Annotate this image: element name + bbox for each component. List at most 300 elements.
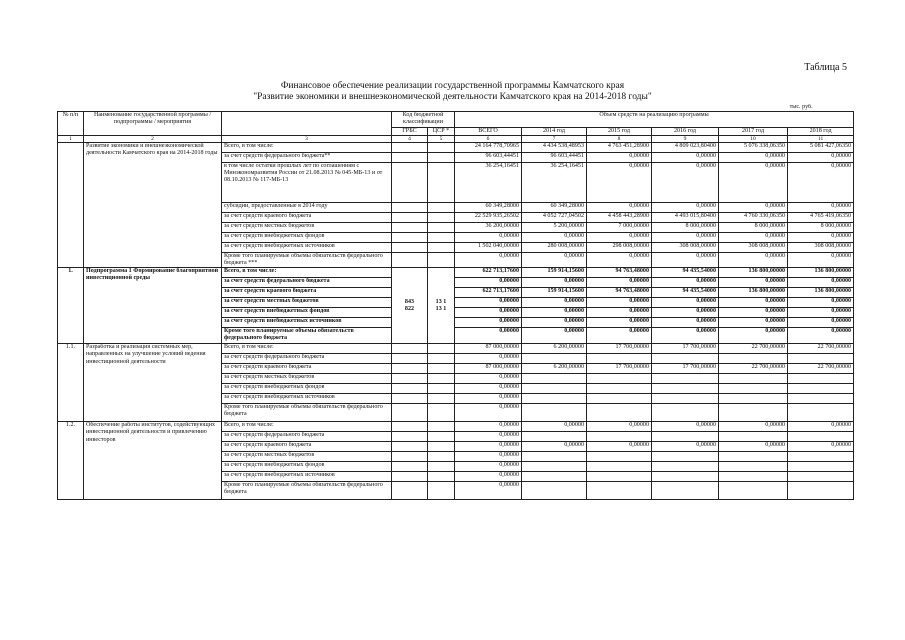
amount-cell <box>587 384 652 394</box>
amount-cell: 0,00000 <box>788 328 854 344</box>
amount-cell: 0,00000 <box>522 308 587 318</box>
amount-cell <box>788 354 854 364</box>
funding-source: за счет средств краевого бюджета <box>222 212 392 222</box>
amount-cell: 0,00000 <box>719 328 788 344</box>
amount-cell: 0,00000 <box>719 278 788 288</box>
amount-cell: 159 914,15600 <box>522 268 587 278</box>
amount-cell <box>652 462 719 472</box>
grbs-code <box>392 462 428 472</box>
grbs-code <box>392 252 428 267</box>
amount-cell: 0,00000 <box>587 252 652 267</box>
amount-cell: 36 254,16451 <box>455 162 522 202</box>
amount-cell <box>587 354 652 364</box>
amount-cell: 7 000,00000 <box>587 222 652 232</box>
funding-source: за счет средств внебюджетных источников <box>222 242 392 252</box>
amount-cell <box>522 374 587 384</box>
amount-cell: 622 713,17600 <box>455 268 522 278</box>
amount-cell: 0,00000 <box>455 404 522 422</box>
amount-cell: 0,00000 <box>652 308 719 318</box>
funding-source: за счет средств федерального бюджета** <box>222 152 392 162</box>
funding-source: за счет средств федерального бюджета <box>222 432 392 442</box>
amount-cell: 87 000,00000 <box>455 344 522 354</box>
amount-cell: 6 200,00000 <box>522 344 587 354</box>
amount-cell: 0,00000 <box>719 152 788 162</box>
funding-source: за счет средств краевого бюджета <box>222 364 392 374</box>
csr-code <box>428 472 455 482</box>
unit-label: тыс. руб. <box>789 104 813 110</box>
amount-cell <box>522 354 587 364</box>
header-grbs: ГРБС <box>392 127 428 135</box>
amount-cell: 4 809 023,80400 <box>652 142 719 152</box>
amount-cell: 0,00000 <box>587 308 652 318</box>
amount-cell: 22 700,00000 <box>719 364 788 374</box>
csr-code <box>428 152 455 162</box>
amount-cell: 1 502 040,00000 <box>455 242 522 252</box>
amount-cell: 4 765 419,06350 <box>788 212 854 222</box>
funding-source: за счет средств краевого бюджета <box>222 442 392 452</box>
amount-cell: 0,00000 <box>455 252 522 267</box>
amount-cell: 8 000,00000 <box>788 222 854 232</box>
amount-cell: 36 200,00000 <box>455 222 522 232</box>
amount-cell: 17 700,00000 <box>652 364 719 374</box>
amount-cell <box>788 404 854 422</box>
amount-cell: 96 603,44451 <box>455 152 522 162</box>
csr-code <box>428 404 455 422</box>
grbs-code <box>392 482 428 500</box>
amount-cell <box>522 452 587 462</box>
amount-cell <box>652 452 719 462</box>
grbs-code <box>392 242 428 252</box>
row-number: 1.2. <box>58 422 84 500</box>
amount-cell <box>719 462 788 472</box>
amount-cell: 0,00000 <box>788 308 854 318</box>
column-index: 7 <box>522 135 587 142</box>
csr-code <box>428 482 455 500</box>
amount-cell <box>587 374 652 384</box>
amount-cell: 0,00000 <box>455 328 522 344</box>
table-label: Таблица 5 <box>804 62 847 73</box>
amount-cell: 622 713,17600 <box>455 288 522 298</box>
amount-cell: 159 914,15600 <box>522 288 587 298</box>
amount-cell: 0,00000 <box>522 318 587 328</box>
amount-cell <box>587 432 652 442</box>
table-row <box>58 268 854 278</box>
grbs-code <box>392 374 428 384</box>
amount-cell: 0,00000 <box>652 328 719 344</box>
row-number: 1.1. <box>58 344 84 422</box>
amount-cell <box>719 482 788 500</box>
amount-cell <box>788 374 854 384</box>
csr-code <box>428 384 455 394</box>
funding-source: за счет средств федерального бюджета <box>222 354 392 364</box>
amount-cell: 0,00000 <box>455 422 522 432</box>
amount-cell: 298 008,00000 <box>587 242 652 252</box>
column-index-row <box>58 135 854 142</box>
grbs-code <box>392 384 428 394</box>
amount-cell: 0,00000 <box>652 162 719 202</box>
grbs-code <box>392 472 428 482</box>
amount-cell: 0,00000 <box>652 232 719 242</box>
amount-cell: 0,00000 <box>652 318 719 328</box>
row-name: Разработка и реализация системных мер, направленных на улучшение условий ведения инвестиционной деятельности <box>84 344 222 422</box>
amount-cell: 8 000,00000 <box>719 222 788 232</box>
amount-cell: 0,00000 <box>522 422 587 432</box>
amount-cell: 0,00000 <box>788 318 854 328</box>
funding-source: за счет средств краевого бюджета <box>222 288 392 298</box>
amount-cell: 0,00000 <box>455 354 522 364</box>
header-2017: 2017 год <box>719 127 788 135</box>
column-index: 6 <box>455 135 522 142</box>
amount-cell: 0,00000 <box>719 308 788 318</box>
amount-cell <box>719 384 788 394</box>
csr-code <box>428 442 455 452</box>
row-number <box>58 142 84 267</box>
funding-source: за счет средств местных бюджетов <box>222 222 392 232</box>
amount-cell: 0,00000 <box>788 442 854 452</box>
amount-cell: 0,00000 <box>455 374 522 384</box>
column-index: 1 <box>58 135 84 142</box>
amount-cell: 22 700,00000 <box>788 344 854 354</box>
amount-cell: 4 052 727,04502 <box>522 212 587 222</box>
amount-cell: 280 008,00000 <box>522 242 587 252</box>
funding-source: субсидии, предоставленные в 2014 году <box>222 202 392 212</box>
grbs-code <box>392 222 428 232</box>
amount-cell <box>522 432 587 442</box>
row-name: Обеспечение работы институтов, содействующих инвестиционной деятельности и привлечению инвесторов <box>84 422 222 500</box>
amount-cell: 0,00000 <box>455 318 522 328</box>
amount-cell <box>522 394 587 404</box>
amount-cell: 0,00000 <box>587 202 652 212</box>
amount-cell <box>652 384 719 394</box>
amount-cell: 0,00000 <box>587 232 652 242</box>
amount-cell: 0,00000 <box>455 432 522 442</box>
grbs-code <box>392 212 428 222</box>
amount-cell: 0,00000 <box>788 298 854 308</box>
amount-cell <box>522 472 587 482</box>
funding-source: за счет средств внебюджетных фондов <box>222 232 392 242</box>
amount-cell: 0,00000 <box>719 252 788 267</box>
amount-cell: 0,00000 <box>587 422 652 432</box>
table-row <box>58 142 854 152</box>
amount-cell: 4 493 015,80400 <box>652 212 719 222</box>
grbs-code <box>392 364 428 374</box>
grbs-code <box>392 394 428 404</box>
grbs-code <box>392 354 428 364</box>
grbs-code <box>392 232 428 242</box>
amount-cell: 0,00000 <box>522 298 587 308</box>
amount-cell: 5 081 427,06350 <box>788 142 854 152</box>
grbs-code <box>392 422 428 432</box>
amount-cell: 0,00000 <box>455 452 522 462</box>
row-name: Подпрограмма 1 Формирование благоприятной инвестиционной среды <box>84 268 222 344</box>
funding-source: за счет средств местных бюджетов <box>222 298 392 308</box>
amount-cell: 0,00000 <box>719 232 788 242</box>
amount-cell: 0,00000 <box>522 252 587 267</box>
csr-code <box>428 268 455 344</box>
amount-cell: 6 200,00000 <box>522 364 587 374</box>
amount-cell: 136 800,00000 <box>788 288 854 298</box>
amount-cell: 0,00000 <box>788 202 854 212</box>
csr-code <box>428 212 455 222</box>
grbs-code <box>392 344 428 354</box>
csr-value: 13 1 <box>435 305 447 312</box>
amount-cell: 0,00000 <box>455 394 522 404</box>
header-total: ВСЕГО <box>455 127 522 135</box>
header-2016: 2016 год <box>652 127 719 135</box>
amount-cell: 8 000,00000 <box>652 222 719 232</box>
amount-cell: 308 008,00000 <box>788 242 854 252</box>
funding-source: Кроме того планируемые объемы обязательств федерального бюджета <box>222 404 392 422</box>
funding-source: Кроме того планируемые объемы обязательств федерального бюджета <box>222 328 392 344</box>
amount-cell <box>788 384 854 394</box>
funding-source: Всего, в том числе: <box>222 268 392 278</box>
header-volume: Объем средств на реализацию программы <box>455 112 854 127</box>
amount-cell <box>587 394 652 404</box>
amount-cell <box>587 452 652 462</box>
funding-source: в том числе остатки прошлых лет по соглашениям с Минэкономразвития России от 21.08.2013 № 045-МБ-13 и от 08.10.2013 № 117-МБ-13 <box>222 162 392 202</box>
column-index: 9 <box>652 135 719 142</box>
amount-cell <box>587 462 652 472</box>
amount-cell: 0,00000 <box>455 472 522 482</box>
amount-cell: 0,00000 <box>587 298 652 308</box>
funding-source: за счет средств местных бюджетов <box>222 452 392 462</box>
grbs-code <box>392 202 428 212</box>
funding-source: за счет средств федерального бюджета <box>222 278 392 288</box>
csr-code <box>428 202 455 212</box>
grbs-value: 843 <box>404 298 415 305</box>
amount-cell <box>652 394 719 404</box>
amount-cell: 0,00000 <box>719 202 788 212</box>
amount-cell: 0,00000 <box>719 422 788 432</box>
amount-cell: 0,00000 <box>522 232 587 242</box>
amount-cell: 4 458 443,28900 <box>587 212 652 222</box>
header-2014: 2014 год <box>522 127 587 135</box>
column-index: 4 <box>392 135 428 142</box>
amount-cell <box>587 472 652 482</box>
amount-cell: 0,00000 <box>788 152 854 162</box>
amount-cell <box>788 432 854 442</box>
grbs-code <box>392 268 428 344</box>
amount-cell <box>719 374 788 384</box>
amount-cell: 5 076 338,06350 <box>719 142 788 152</box>
amount-cell <box>719 394 788 404</box>
amount-cell <box>522 404 587 422</box>
amount-cell: 0,00000 <box>719 442 788 452</box>
amount-cell: 17 700,00000 <box>652 344 719 354</box>
amount-cell: 0,00000 <box>455 482 522 500</box>
csr-code <box>428 432 455 442</box>
amount-cell <box>652 404 719 422</box>
amount-cell: 0,00000 <box>455 232 522 242</box>
amount-cell: 0,00000 <box>587 162 652 202</box>
funding-source: за счет средств внебюджетных фондов <box>222 308 392 318</box>
amount-cell: 0,00000 <box>719 162 788 202</box>
amount-cell <box>522 482 587 500</box>
amount-cell <box>652 374 719 384</box>
column-index: 10 <box>719 135 788 142</box>
amount-cell: 0,00000 <box>455 442 522 452</box>
grbs-value: 822 <box>404 305 415 312</box>
amount-cell: 94 435,54000 <box>652 268 719 278</box>
funding-source: за счет средств внебюджетных источников <box>222 472 392 482</box>
amount-cell: 0,00000 <box>522 278 587 288</box>
amount-cell: 0,00000 <box>788 252 854 267</box>
amount-cell: 4 434 538,48953 <box>522 142 587 152</box>
csr-code <box>428 452 455 462</box>
amount-cell <box>587 482 652 500</box>
amount-cell: 94 763,48000 <box>587 288 652 298</box>
funding-source: Всего, в том числе: <box>222 142 392 152</box>
csr-code <box>428 394 455 404</box>
amount-cell: 0,00000 <box>455 308 522 318</box>
column-index: 8 <box>587 135 652 142</box>
amount-cell: 0,00000 <box>587 278 652 288</box>
csr-value: 13 1 <box>435 298 447 305</box>
grbs-code <box>392 432 428 442</box>
amount-cell: 17 700,00000 <box>587 364 652 374</box>
amount-cell: 0,00000 <box>455 278 522 288</box>
amount-cell <box>719 472 788 482</box>
funding-source: Кроме того планируемые объемы обязательств федерального бюджета *** <box>222 252 392 267</box>
csr-code <box>428 242 455 252</box>
amount-cell: 0,00000 <box>455 384 522 394</box>
csr-code <box>428 252 455 267</box>
grbs-code <box>392 162 428 202</box>
csr-code <box>428 142 455 152</box>
grbs-code <box>392 142 428 152</box>
funding-source: за счет средств местных бюджетов <box>222 374 392 384</box>
amount-cell <box>788 394 854 404</box>
header-2015: 2015 год <box>587 127 652 135</box>
amount-cell <box>522 462 587 472</box>
table-row <box>58 344 854 354</box>
amount-cell: 94 763,48000 <box>587 268 652 278</box>
amount-cell <box>652 482 719 500</box>
csr-code <box>428 422 455 432</box>
row-number: 1. <box>58 268 84 344</box>
amount-cell: 0,00000 <box>788 232 854 242</box>
amount-cell: 0,00000 <box>652 442 719 452</box>
table-row <box>58 422 854 432</box>
amount-cell: 0,00000 <box>522 442 587 452</box>
amount-cell: 0,00000 <box>719 318 788 328</box>
amount-cell: 0,00000 <box>719 298 788 308</box>
header-2018: 2018 год <box>788 127 854 135</box>
amount-cell: 0,00000 <box>587 328 652 344</box>
header-code: Код бюджетной классификации <box>392 112 455 127</box>
grbs-code <box>392 442 428 452</box>
amount-cell: 17 700,00000 <box>587 344 652 354</box>
amount-cell: 60 349,28000 <box>455 202 522 212</box>
funding-source: Всего, в том числе: <box>222 344 392 354</box>
amount-cell: 4 763 451,28900 <box>587 142 652 152</box>
amount-cell: 136 800,00000 <box>788 268 854 278</box>
header-name: Наименование государственной программы / подпрограммы / мероприятия <box>84 112 222 136</box>
csr-code <box>428 364 455 374</box>
header-num: № п/п <box>58 112 84 136</box>
header-csr: ЦСР * <box>428 127 455 135</box>
amount-cell: 0,00000 <box>455 298 522 308</box>
column-index: 11 <box>788 135 854 142</box>
csr-code <box>428 232 455 242</box>
csr-code <box>428 374 455 384</box>
amount-cell <box>522 384 587 394</box>
amount-cell <box>719 432 788 442</box>
csr-code <box>428 344 455 354</box>
amount-cell <box>719 354 788 364</box>
amount-cell: 94 435,54000 <box>652 288 719 298</box>
amount-cell: 0,00000 <box>788 422 854 432</box>
amount-cell <box>652 472 719 482</box>
amount-cell: 0,00000 <box>788 278 854 288</box>
amount-cell: 0,00000 <box>652 152 719 162</box>
finance-table <box>57 104 854 500</box>
funding-source: за счет средств внебюджетных фондов <box>222 462 392 472</box>
amount-cell: 0,00000 <box>455 462 522 472</box>
amount-cell: 36 254,16451 <box>522 162 587 202</box>
amount-cell: 0,00000 <box>652 278 719 288</box>
grbs-code <box>392 152 428 162</box>
amount-cell <box>652 432 719 442</box>
grbs-code <box>392 452 428 462</box>
amount-cell: 0,00000 <box>652 202 719 212</box>
amount-cell <box>587 404 652 422</box>
amount-cell: 22 700,00000 <box>719 344 788 354</box>
amount-cell: 24 164 778,70965 <box>455 142 522 152</box>
csr-code <box>428 222 455 232</box>
amount-cell <box>719 404 788 422</box>
amount-cell <box>652 354 719 364</box>
column-index: 5 <box>428 135 455 142</box>
csr-code <box>428 354 455 364</box>
amount-cell <box>788 482 854 500</box>
amount-cell: 4 760 330,06350 <box>719 212 788 222</box>
funding-source: за счет средств внебюджетных источников <box>222 318 392 328</box>
amount-cell: 22 529 935,26502 <box>455 212 522 222</box>
amount-cell: 0,00000 <box>587 318 652 328</box>
document-title: Финансовое обеспечение реализации государственной программы Камчатского края <box>280 81 625 91</box>
amount-cell: 0,00000 <box>522 328 587 344</box>
funding-source: Кроме того планируемые объемы обязательств федерального бюджета <box>222 482 392 500</box>
row-name: Развитие экономики и внешнеэкономической деятельности Камчатского края на 2014-2018 годы <box>84 142 222 267</box>
amount-cell: 0,00000 <box>788 162 854 202</box>
amount-cell: 60 349,28000 <box>522 202 587 212</box>
document-subtitle: "Развитие экономики и внешнеэкономической деятельности Камчатского края на 2014-2018 годы" <box>253 92 652 102</box>
funding-source: за счет средств внебюджетных источников <box>222 394 392 404</box>
amount-cell <box>788 452 854 462</box>
amount-cell: 136 800,00000 <box>719 288 788 298</box>
amount-cell <box>788 472 854 482</box>
amount-cell: 5 200,00000 <box>522 222 587 232</box>
amount-cell: 0,00000 <box>652 298 719 308</box>
amount-cell: 308 008,00000 <box>652 242 719 252</box>
csr-code <box>428 162 455 202</box>
column-index: 2 <box>84 135 222 142</box>
grbs-code <box>392 404 428 422</box>
amount-cell: 87 000,00000 <box>455 364 522 374</box>
amount-cell: 96 603,44451 <box>522 152 587 162</box>
funding-source: за счет средств внебюджетных фондов <box>222 384 392 394</box>
amount-cell: 0,00000 <box>587 152 652 162</box>
funding-source: Всего, в том числе: <box>222 422 392 432</box>
amount-cell: 136 800,00000 <box>719 268 788 278</box>
amount-cell: 22 700,00000 <box>788 364 854 374</box>
amount-cell: 308 008,00000 <box>719 242 788 252</box>
column-index: 3 <box>222 135 392 142</box>
amount-cell <box>788 462 854 472</box>
amount-cell: 0,00000 <box>652 422 719 432</box>
csr-code <box>428 462 455 472</box>
